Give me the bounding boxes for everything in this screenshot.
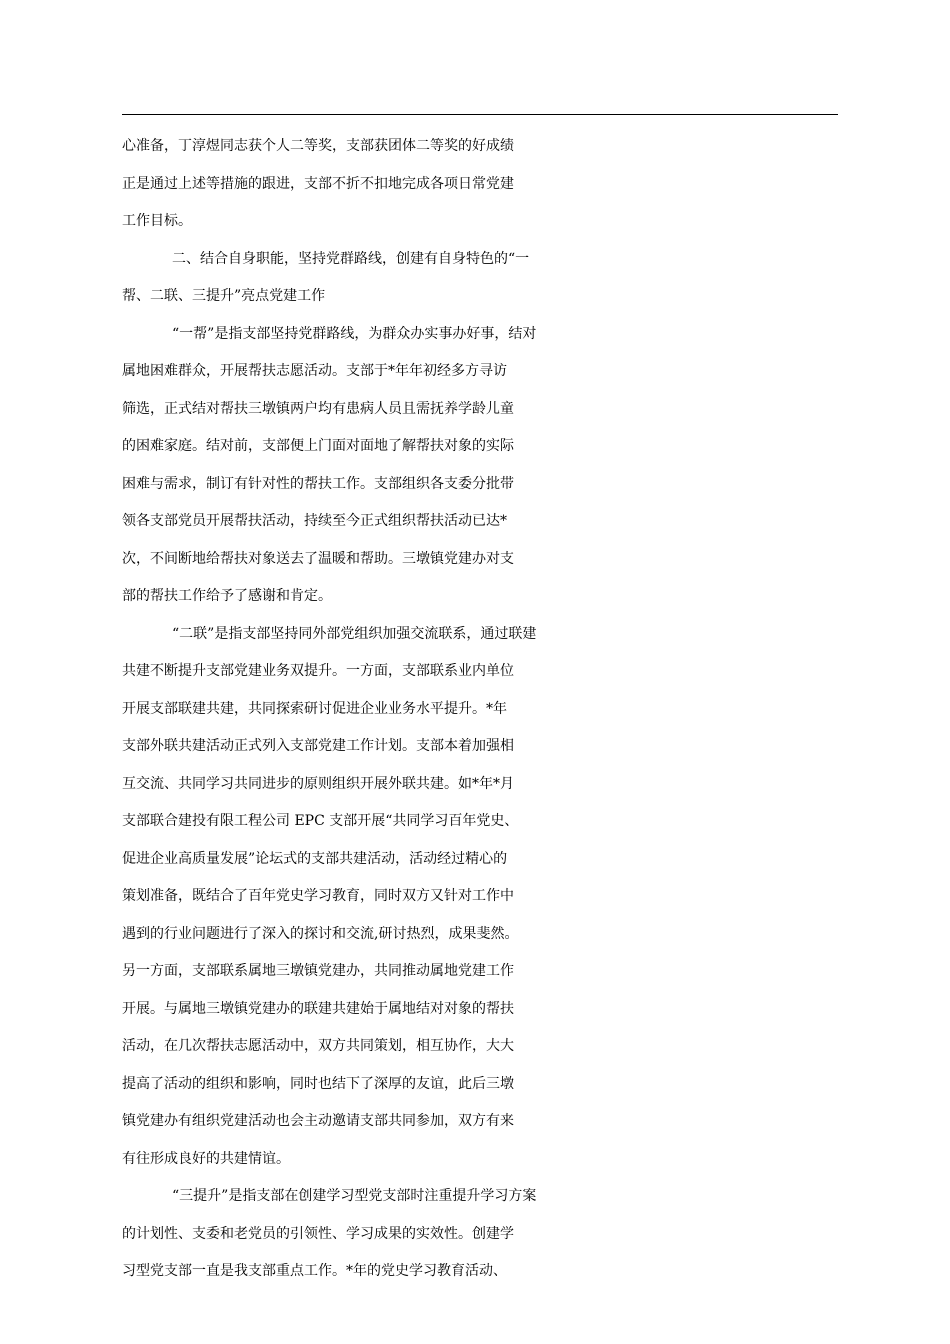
- text-line: 促进企业高质量发展”论坛式的支部共建活动，活动经过精心的: [122, 850, 508, 867]
- text-line: 次，不间断地给帮扶对象送去了温暖和帮助。三墩镇党建办对支: [122, 550, 514, 567]
- text-line: 心准备，丁淳煜同志获个人二等奖，支部获团体二等奖的好成绩: [122, 138, 514, 154]
- text-line: 策划准备，既结合了百年党史学习教育，同时双方又针对工作中: [122, 888, 514, 904]
- text-line: 帮、二联、三提升”亮点党建工作: [122, 288, 326, 304]
- text-line: 习型党支部一直是我支部重点工作。*年的党史学习教育活动、: [122, 1263, 507, 1279]
- text-line: 困难与需求，制订有针对性的帮扶工作。支部组织各支委分批带: [122, 475, 514, 492]
- text-line: 工作目标。: [122, 213, 192, 229]
- text-line: 互交流、共同学习共同进步的原则组织开展外联共建。如*年*月: [122, 775, 514, 792]
- text-line: “三提升”是指支部在创建学习型党支部时注重提升学习方案: [172, 1188, 537, 1204]
- text-line: 的困难家庭。结对前，支部便上门面对面地了解帮扶对象的实际: [122, 438, 514, 454]
- text-line: 支部联合建投有限工程公司 EPC 支部开展“共同学习百年党史、: [122, 813, 519, 829]
- text-line: 另一方面，支部联系属地三墩镇党建办，共同推动属地党建工作: [122, 963, 514, 979]
- text-line: 领各支部党员开展帮扶活动，持续至今正式组织帮扶活动已达*: [122, 513, 507, 529]
- text-line: 遇到的行业问题进行了深入的探讨和交流,研讨热烈，成果斐然。: [122, 925, 519, 942]
- text-line: 筛选，正式结对帮扶三墩镇两户均有患病人员且需抚养学龄儿童: [122, 400, 514, 417]
- text-line: 支部外联共建活动正式列入支部党建工作计划。支部本着加强相: [122, 738, 514, 754]
- text-line: “二联”是指支部坚持同外部党组织加强交流联系，通过联建: [172, 625, 537, 642]
- text-line: 镇党建办有组织党建活动也会主动邀请支部共同参加，双方有来: [122, 1113, 514, 1129]
- text-line: 开展。与属地三墩镇党建办的联建共建始于属地结对对象的帮扶: [122, 1000, 514, 1017]
- text-line: 提高了活动的组织和影响，同时也结下了深厚的友谊，此后三墩: [122, 1075, 514, 1092]
- text-line: “一帮”是指支部坚持党群路线，为群众办实事办好事，结对: [172, 325, 537, 342]
- text-line: 正是通过上述等措施的跟进，支部不折不扣地完成各项日常党建: [122, 175, 514, 192]
- text-line: 开展支部联建共建，共同探索研讨促进企业业务水平提升。*年: [122, 700, 507, 717]
- text-line: 有往形成良好的共建情谊。: [122, 1150, 290, 1167]
- text-line: 二、结合自身职能，坚持党群路线，创建有自身特色的“一: [172, 250, 530, 267]
- header-rule: [122, 114, 838, 115]
- text-line: 活动，在几次帮扶志愿活动中，双方共同策划，相互协作，大大: [122, 1038, 514, 1054]
- text-line: 部的帮扶工作给予了感谢和肯定。: [122, 588, 332, 604]
- body-text: [122, 128, 842, 1291]
- text-line: 的计划性、支委和老党员的引领性、学习成果的实效性。创建学: [122, 1225, 514, 1242]
- text-line: 属地困难群众，开展帮扶志愿活动。支部于*年年初经多方寻访: [122, 363, 507, 379]
- text-line: 共建不断提升支部党建业务双提升。一方面，支部联系业内单位: [122, 663, 514, 679]
